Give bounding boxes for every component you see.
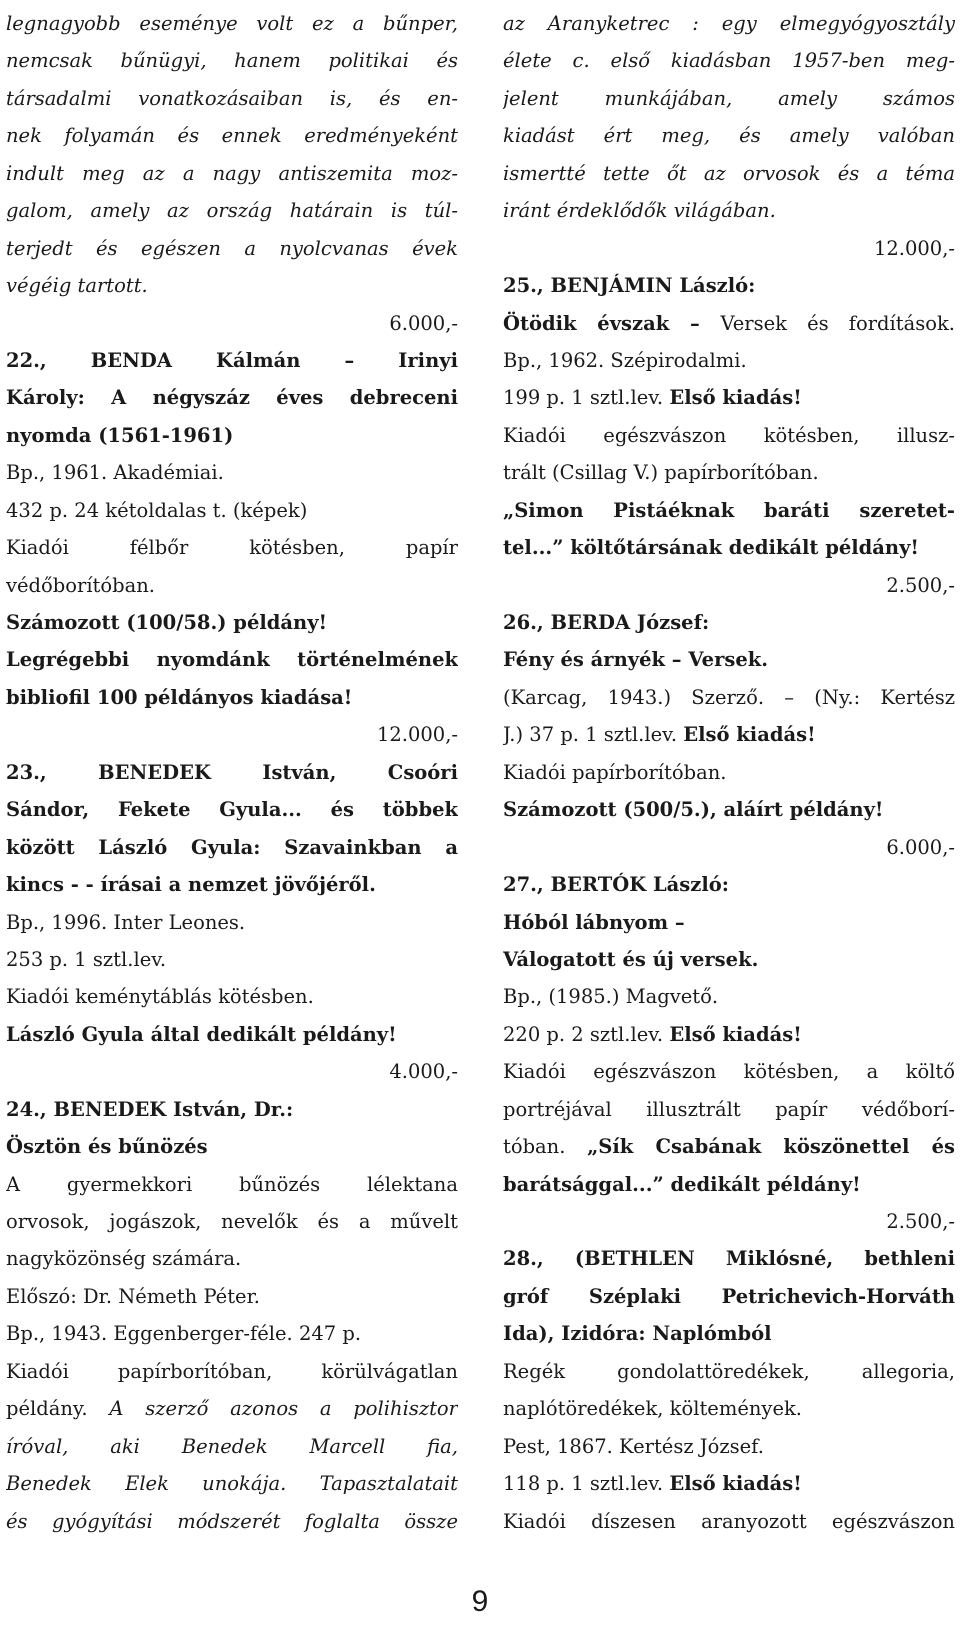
left-column-line	[6, 529, 458, 566]
text-segment: Kiadói díszesen aranyozott egészvászon	[503, 1509, 955, 1533]
text-segment: 118 p. 1 sztl.lev.	[503, 1472, 670, 1496]
right-column-line	[503, 1240, 955, 1277]
right-column-line	[503, 454, 955, 491]
text-segment: Kiadói egészvászon kötésben, a költő	[503, 1060, 955, 1084]
text-segment: Bp., (1985.) Magvető.	[503, 985, 719, 1009]
left-column-line	[6, 604, 458, 641]
text-segment: nek folyamán és ennek eredményeként	[6, 124, 458, 148]
text-segment: Bp., 1962. Szépirodalmi.	[503, 348, 747, 372]
left-column-line	[6, 978, 458, 1015]
right-column-line	[503, 829, 955, 866]
right-column-line	[503, 1353, 955, 1390]
right-column-line	[503, 1390, 955, 1427]
text-segment: Kiadói egészvászon kötésben, illusz-	[503, 423, 955, 447]
left-column-line	[6, 1203, 458, 1240]
left-column-line	[6, 679, 458, 716]
text-segment: Hóból lábnyom –	[503, 910, 685, 934]
text-segment: 6.000,-	[886, 835, 955, 859]
right-column-line	[503, 641, 955, 678]
right-column-line	[503, 791, 955, 828]
right-column-line	[503, 1315, 955, 1352]
text-segment: Első kiadás!	[669, 386, 802, 410]
left-column-line	[6, 1353, 458, 1390]
left-column-line	[6, 454, 458, 491]
text-segment: jelent munkájában, amely számos	[503, 86, 955, 110]
text-segment: Fény és árnyék – Versek.	[503, 648, 769, 672]
text-segment: Kiadói keménytáblás kötésben.	[6, 985, 314, 1009]
right-column-line	[503, 604, 955, 641]
text-segment: naplótöredékek, költemények.	[503, 1397, 803, 1421]
left-column-line	[6, 791, 458, 828]
text-segment: ismertté tette őt az orvosok és a téma	[503, 161, 955, 185]
text-segment: bibliofil 100 példányos kiadása!	[6, 685, 353, 709]
text-segment: példány.	[6, 1397, 110, 1421]
left-column-line	[6, 567, 458, 604]
text-segment: 2.500,-	[886, 1210, 955, 1233]
right-column-line	[503, 567, 955, 604]
text-segment: 26., BERDA József:	[503, 611, 710, 634]
left-column-line	[6, 1166, 458, 1203]
text-segment: Kiadói félbőr kötésben, papír	[6, 536, 458, 560]
text-segment: indult meg az a nagy antiszemita moz-	[6, 161, 458, 185]
right-column-line	[503, 1128, 955, 1165]
right-column-line	[503, 1091, 955, 1128]
left-column-line	[6, 866, 458, 903]
left-column-line	[6, 342, 458, 379]
right-column-line	[503, 305, 955, 342]
text-segment: védőborítóban.	[6, 573, 156, 597]
text-segment: 4.000,-	[389, 1060, 458, 1084]
text-segment: Számozott (100/58.) példány!	[6, 611, 328, 634]
left-column-line	[6, 716, 458, 753]
right-column-line	[503, 1053, 955, 1090]
right-column-line	[503, 267, 955, 304]
text-segment: barátsággal...” dedikált példány!	[503, 1172, 861, 1196]
left-column-line	[6, 1428, 458, 1465]
left-column-line	[6, 1315, 458, 1352]
right-column-line	[503, 42, 955, 79]
left-column-line	[6, 1465, 458, 1502]
right-column-line	[503, 866, 955, 903]
text-segment: kiadást ért meg, és amely valóban	[503, 124, 955, 148]
left-column-line	[6, 192, 458, 229]
text-segment: Válogatott és új versek.	[503, 947, 759, 971]
right-column-line	[503, 117, 955, 154]
text-segment: nyomda (1561-1961)	[6, 423, 234, 447]
text-segment: gróf Széplaki Petrichevich-Horváth	[503, 1284, 955, 1308]
left-column-line	[6, 1390, 458, 1427]
left-column-line	[6, 1240, 458, 1277]
left-column-line	[6, 80, 458, 117]
left-column	[6, 5, 458, 1540]
left-column-line	[6, 305, 458, 342]
left-column-line	[6, 155, 458, 192]
text-segment: portréjával illusztrált papír védőborí-	[503, 1097, 955, 1121]
text-segment: nemcsak bűnügyi, hanem politikai és	[6, 49, 458, 73]
text-segment: terjedt és egészen a nyolcvanas évek	[6, 236, 458, 260]
right-column-line	[503, 1465, 955, 1502]
text-segment: végéig tartott.	[6, 274, 148, 298]
left-column-line	[6, 941, 458, 978]
text-segment: 27., BERTÓK László:	[503, 873, 729, 897]
right-column-line	[503, 80, 955, 117]
text-segment: társadalmi vonatkozásaiban is, és en-	[6, 86, 458, 110]
right-column-line	[503, 192, 955, 229]
right-column-line	[503, 1016, 955, 1053]
text-segment: iránt érdeklődők világában.	[503, 199, 776, 223]
text-segment: 6.000,-	[389, 311, 458, 335]
text-segment: A szerző azonos a polihisztor	[109, 1397, 458, 1421]
text-segment: Versek és fordítások.	[720, 311, 955, 335]
left-column-line	[6, 754, 458, 791]
text-segment: élete c. első kiadásban 1957-ben meg-	[503, 49, 955, 73]
text-segment: Kiadói papírborítóban.	[503, 760, 727, 784]
right-column-line	[503, 417, 955, 454]
text-segment: Első kiadás!	[683, 723, 816, 747]
text-segment: Ida), Izidóra: Naplómból	[503, 1322, 772, 1346]
text-segment: 199 p. 1 sztl.lev.	[503, 386, 670, 410]
text-segment: Előszó: Dr. Németh Péter.	[6, 1284, 260, 1308]
right-column-line	[503, 230, 955, 267]
left-column-line	[6, 1053, 458, 1090]
text-segment: Első kiadás!	[669, 1472, 802, 1496]
text-segment: Első kiadás!	[669, 1022, 802, 1046]
right-column	[503, 5, 955, 1540]
left-column-line	[6, 42, 458, 79]
text-segment: 28., (BETHLEN Miklósné, bethleni	[503, 1247, 955, 1271]
left-column-line	[6, 117, 458, 154]
text-segment: Bp., 1961. Akadémiai.	[6, 461, 224, 485]
text-segment: trált (Csillag V.) papírborítóban.	[503, 461, 819, 485]
left-column-line	[6, 641, 458, 678]
left-column-line	[6, 904, 458, 941]
text-segment: Bp., 1996. Inter Leones.	[6, 910, 246, 934]
text-segment: 2.500,-	[886, 573, 955, 597]
right-column-line	[503, 1428, 955, 1465]
text-segment: 24., BENEDEK István, Dr.:	[6, 1097, 294, 1121]
text-segment: orvosok, jogászok, nevelők és a művelt	[6, 1210, 458, 1233]
left-column-line	[6, 379, 458, 416]
text-segment: 220 p. 2 sztl.lev.	[503, 1022, 670, 1046]
right-column-line	[503, 529, 955, 566]
text-segment: J.) 37 p. 1 sztl.lev.	[503, 723, 684, 747]
text-segment: között László Gyula: Szavainkban a	[6, 835, 458, 859]
right-column-line	[503, 5, 955, 42]
left-column-line	[6, 1128, 458, 1165]
text-segment: Legrégebbi nyomdánk történelmének	[6, 648, 458, 672]
text-segment: László Gyula által dedikált példány!	[6, 1022, 397, 1046]
text-segment: az Aranyketrec : egy elmegyógyosztály	[503, 12, 955, 35]
text-segment: tóban.	[503, 1135, 588, 1159]
left-column-line	[6, 5, 458, 42]
right-column-line	[503, 754, 955, 791]
text-segment: Ösztön és bűnözés	[6, 1135, 208, 1159]
text-segment: Benedek Elek unokája. Tapasztalatait	[6, 1472, 458, 1496]
right-column-line	[503, 978, 955, 1015]
text-segment: „Sík Csabának köszönettel és	[587, 1135, 955, 1159]
text-segment: 22., BENDA Kálmán – Irinyi	[6, 348, 458, 372]
text-segment: 12.000,-	[376, 723, 458, 747]
right-column-line	[503, 1166, 955, 1203]
right-column-line	[503, 1503, 955, 1540]
right-column-line	[503, 679, 955, 716]
text-segment: Ötödik évszak –	[503, 311, 721, 335]
left-column-line	[6, 1503, 458, 1540]
left-column-line	[6, 267, 458, 304]
text-segment: Károly: A négyszáz éves debreceni	[6, 386, 458, 410]
text-segment: 25., BENJÁMIN László:	[503, 274, 756, 298]
right-column-line	[503, 155, 955, 192]
right-column-line	[503, 716, 955, 753]
right-column-line	[503, 379, 955, 416]
text-segment: Kiadói papírborítóban, körülvágatlan	[6, 1359, 458, 1383]
left-column-line	[6, 230, 458, 267]
page-number: 9	[471, 1585, 489, 1618]
left-column-line	[6, 829, 458, 866]
text-segment: íróval, aki Benedek Marcell fia,	[6, 1434, 458, 1458]
text-segment: legnagyobb eseménye volt ez a bűnper,	[6, 12, 458, 35]
text-segment: (Karcag, 1943.) Szerző. – (Ny.: Kertész	[503, 685, 955, 709]
text-segment: tel...” költőtársának dedikált példány!	[503, 536, 919, 560]
text-segment: Számozott (500/5.), aláírt példány!	[503, 798, 884, 822]
text-segment: „Simon Pistáéknak baráti szeretet-	[503, 498, 955, 522]
left-column-line	[6, 492, 458, 529]
text-segment: galom, amely az ország határain is túl-	[6, 199, 458, 223]
text-segment: Regék gondolattöredékek, allegoria,	[503, 1359, 955, 1383]
text-segment: 12.000,-	[873, 236, 955, 260]
right-column-line	[503, 1278, 955, 1315]
text-segment: Pest, 1867. Kertész József.	[503, 1434, 764, 1458]
text-segment: kincs - - írásai a nemzet jövőjéről.	[6, 873, 376, 897]
left-column-line	[6, 1091, 458, 1128]
text-segment: Bp., 1943. Eggenberger-féle. 247 p.	[6, 1322, 362, 1346]
text-segment: A gyermekkori bűnözés lélektana	[6, 1172, 458, 1196]
right-column-line	[503, 941, 955, 978]
text-segment: 432 p. 24 kétoldalas t. (képek)	[6, 498, 308, 522]
text-segment: Sándor, Fekete Gyula... és többek	[6, 798, 458, 822]
text-segment: 253 p. 1 sztl.lev.	[6, 947, 167, 971]
right-column-line	[503, 904, 955, 941]
left-column-line	[6, 417, 458, 454]
left-column-line	[6, 1278, 458, 1315]
text-segment: 23., BENEDEK István, Csoóri	[6, 760, 458, 784]
left-column-line	[6, 1016, 458, 1053]
text-segment: és gyógyítási módszerét foglalta össze	[6, 1509, 458, 1533]
right-column-line	[503, 1203, 955, 1240]
right-column-line	[503, 342, 955, 379]
right-column-line	[503, 492, 955, 529]
text-segment: nagyközönség számára.	[6, 1247, 242, 1271]
